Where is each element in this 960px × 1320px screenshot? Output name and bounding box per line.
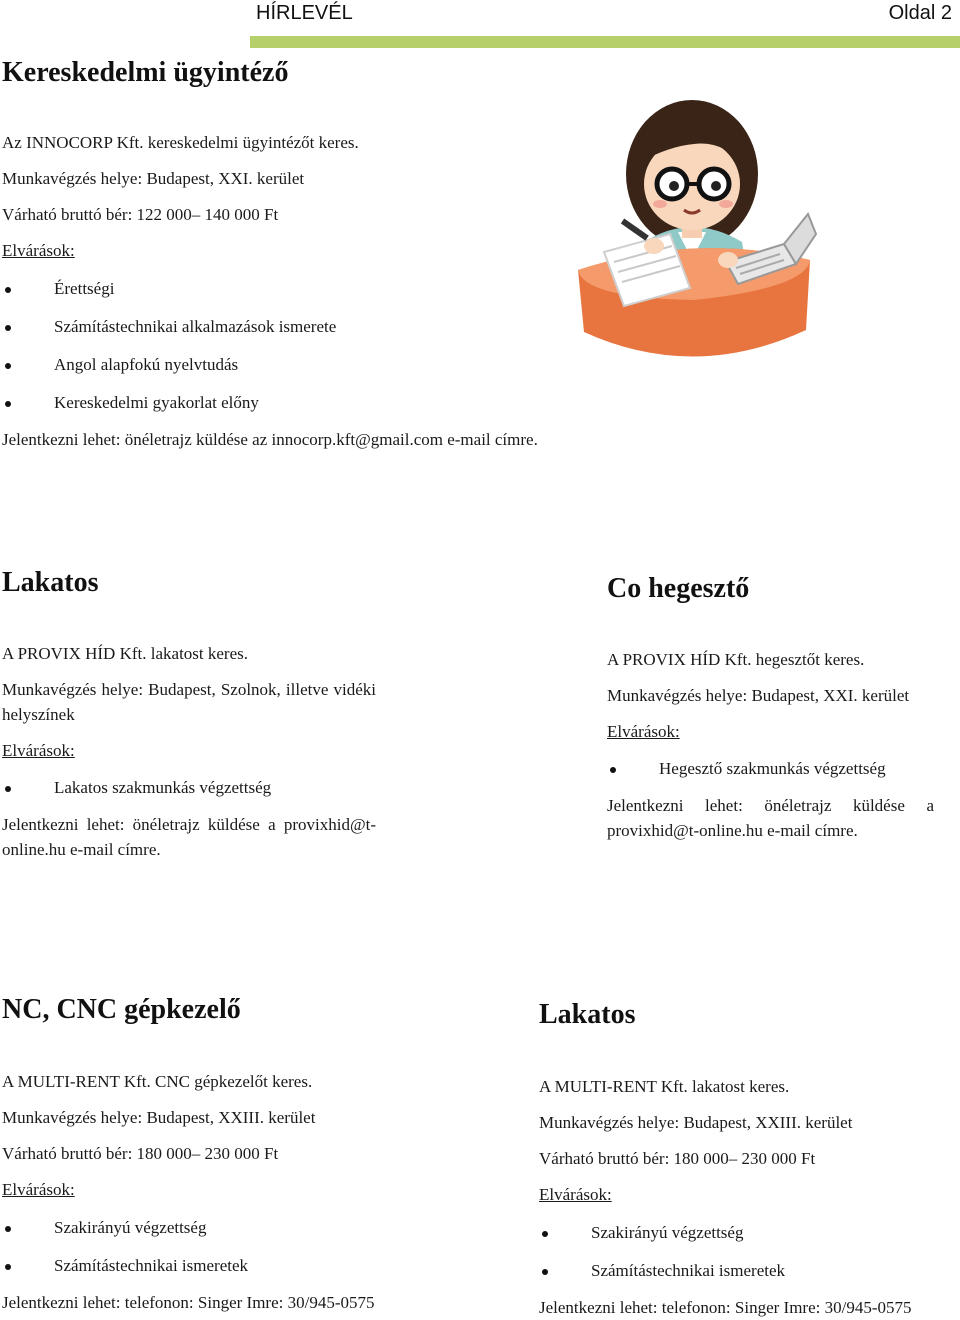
list-item: Hegesztő szakmunkás végzettség [607,756,934,781]
requirements-list [2,276,562,415]
requirements-label: Elvárások: [539,1185,612,1204]
list-item: Számítástechnikai ismeretek [2,1253,432,1278]
job-salary: Várható bruttó bér: 180 000– 230 000 Ft [2,1144,279,1163]
apply-info: Jelentkezni lehet: önéletrajz küldése a provixhid@t-online.hu e-mail címre. [607,796,934,840]
list-item: Lakatos szakmunkás végzettség [2,775,376,800]
requirements-label: Elvárások: [2,241,75,260]
job-location: Munkavégzés helye: Budapest, XXIII. kerület [2,1108,316,1127]
newsletter-title: HÍRLEVÉL [256,2,353,24]
job-location: Munkavégzés helye: Budapest, XXIII. kerület [539,1113,853,1132]
bullet-icon [5,325,11,331]
job-location: Munkavégzés helye: Budapest, XXI. kerület [607,686,910,705]
apply-info: Jelentkezni lehet: telefonon: Singer Imre: 30/945-0575 [2,1293,375,1312]
bullet-icon [5,1226,11,1232]
apply-info: Jelentkezni lehet: önéletrajz küldése az innocorp.kft@gmail.com e-mail címre. [2,430,538,449]
job-intro: A PROVIX HÍD Kft. lakatost keres. [2,644,248,663]
list-item: Angol alapfokú nyelvtudás [2,352,562,377]
list-item: Szakirányú végzettség [539,1220,954,1245]
requirements-label: Elvárások: [2,741,75,760]
bullet-icon [542,1231,548,1237]
job-title: Lakatos [2,567,99,598]
list-item: Számítástechnikai ismeretek [539,1258,954,1283]
job-intro: A MULTI-RENT Kft. CNC gépkezelőt keres. [2,1072,313,1091]
job-section-cnc-gepkezelo [2,993,432,1315]
job-title: Lakatos [539,999,636,1030]
list-item: Kereskedelmi gyakorlat előny [2,390,562,415]
job-section-lakatos-multirent [539,998,954,1320]
list-item: Számítástechnikai alkalmazások ismerete [2,314,562,339]
apply-info: Jelentkezni lehet: önéletrajz küldése a provixhid@t-online.hu e-mail címre. [2,815,376,859]
job-section-co-hegeszto [607,572,934,843]
job-intro: A MULTI-RENT Kft. lakatost keres. [539,1077,790,1096]
job-intro: Az INNOCORP Kft. kereskedelmi ügyintézőt keres. [2,133,359,152]
bullet-icon [5,287,11,293]
job-title: NC, CNC gépkezelő [2,994,241,1025]
job-section-kereskedelmi [2,56,562,452]
office-worker-illustration [574,92,824,368]
page-number: Oldal 2 [888,2,952,24]
job-title: Kereskedelmi ügyintéző [2,57,289,88]
job-salary: Várható bruttó bér: 180 000– 230 000 Ft [539,1149,816,1168]
requirements-list [607,756,934,781]
list-item: Szakirányú végzettség [2,1215,432,1240]
requirements-list [2,1215,432,1278]
apply-info: Jelentkezni lehet: telefonon: Singer Imre: 30/945-0575 [539,1298,912,1317]
bullet-icon [5,401,11,407]
bullet-icon [5,363,11,369]
requirements-label: Elvárások: [607,722,680,741]
job-salary: Várható bruttó bér: 122 000– 140 000 Ft [2,205,279,224]
requirements-list [2,775,376,800]
job-location: Munkavégzés helye: Budapest, Szolnok, illetve vidéki helyszínek [2,680,376,724]
bullet-icon [610,767,616,773]
requirements-label: Elvárások: [2,1180,75,1199]
list-item: Érettségi [2,276,562,301]
bullet-icon [5,786,11,792]
job-intro: A PROVIX HÍD Kft. hegesztőt keres. [607,650,865,669]
job-section-lakatos-provix [2,566,376,862]
bullet-icon [542,1269,548,1275]
header-accent-bar [250,36,960,48]
job-location: Munkavégzés helye: Budapest, XXI. kerület [2,169,305,188]
bullet-icon [5,1264,11,1270]
job-title: Co hegesztő [607,573,750,604]
requirements-list [539,1220,954,1283]
